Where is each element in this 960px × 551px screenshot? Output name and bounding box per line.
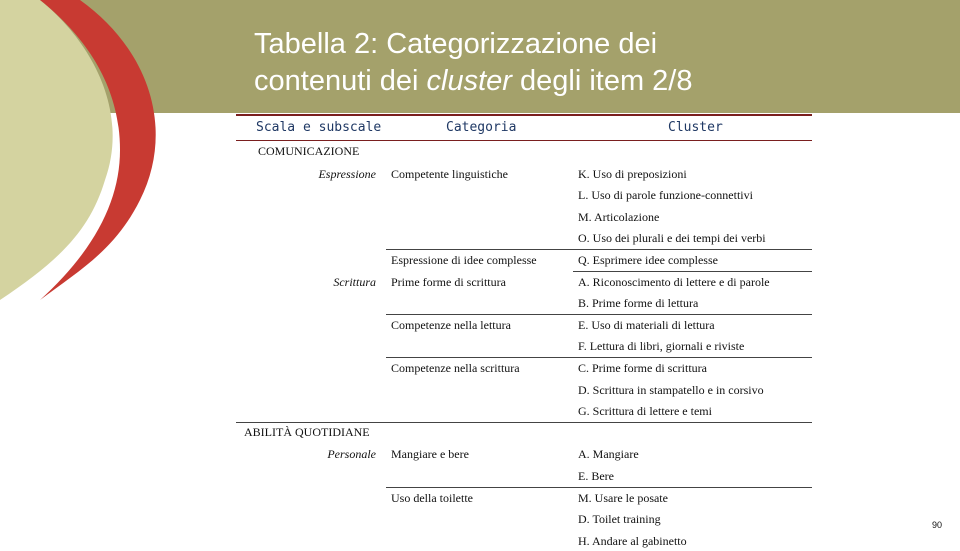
table-row <box>236 465 812 487</box>
header-category: Categoria <box>446 120 517 135</box>
slide-title <box>254 26 944 100</box>
cluster-cell: D. Toilet training <box>578 512 661 527</box>
title-line-2-suffix: degli item 2/8 <box>511 65 693 97</box>
table-row <box>236 487 812 509</box>
cluster-cell: A. Riconoscimento di lettere e di parole <box>578 274 770 289</box>
cluster-cell: B. Prime forme di lettura <box>578 296 699 311</box>
table-row <box>236 227 812 249</box>
row-divider <box>386 487 812 488</box>
cluster-table <box>236 114 812 548</box>
table-row <box>236 314 812 336</box>
section-communication: COMUNICAZIONE <box>258 144 360 158</box>
table-row <box>236 379 812 401</box>
table-row <box>236 184 812 206</box>
table-row <box>236 357 812 379</box>
cluster-cell: A. Mangiare <box>578 447 639 462</box>
table-row <box>236 163 812 185</box>
cluster-cell: C. Prime forme di scrittura <box>578 360 707 375</box>
cluster-cell: K. Uso di preposizioni <box>578 166 687 181</box>
table-header <box>236 114 812 141</box>
table-row <box>236 271 812 293</box>
section-daily-living: ABILITÀ QUOTIDIANE <box>244 424 370 439</box>
title-line-2-italic: cluster <box>426 65 512 97</box>
table-row <box>236 400 812 422</box>
cluster-cell: O. Uso dei plurali e dei tempi dei verbi <box>578 231 766 246</box>
subscale-cell: Espressione <box>318 166 376 181</box>
cluster-cell: E. Uso di materiali di lettura <box>578 317 715 332</box>
row-divider <box>386 249 812 250</box>
category-cell: Uso della toilette <box>391 490 473 505</box>
cluster-cell: M. Articolazione <box>578 209 660 224</box>
title-line-2-prefix: contenuti dei <box>254 65 427 97</box>
cluster-cell: D. Scrittura in stampatello e in corsivo <box>578 382 764 397</box>
table-row <box>236 335 812 357</box>
category-cell: Prime forme di scrittura <box>391 274 506 289</box>
table-row <box>236 292 812 314</box>
row-divider <box>386 314 812 315</box>
table-row <box>236 530 812 551</box>
page-number: 90 <box>931 520 942 530</box>
cluster-cell: M. Usare le posate <box>578 490 668 505</box>
category-cell: Mangiare e bere <box>391 447 469 462</box>
title-line-2 <box>254 63 944 100</box>
cluster-cell: Q. Esprimere idee complesse <box>578 252 718 267</box>
cluster-cell: H. Andare al gabinetto <box>578 533 687 548</box>
section-label <box>236 422 812 444</box>
category-cell: Espressione di idee complesse <box>391 252 537 267</box>
decorative-swoosh <box>0 0 240 540</box>
table-row <box>236 206 812 228</box>
table-row <box>236 249 812 271</box>
section-label <box>236 141 812 163</box>
header-cluster: Cluster <box>668 120 723 135</box>
cluster-cell: G. Scrittura di lettere e temi <box>578 404 712 419</box>
cluster-cell: F. Lettura di libri, giornali e riviste <box>578 339 745 354</box>
row-divider <box>386 357 812 358</box>
category-cell: Competenze nella scrittura <box>391 360 520 375</box>
title-line-1: Tabella 2: Categorizzazione dei <box>254 28 658 60</box>
cluster-cell: E. Bere <box>578 468 614 483</box>
cluster-cell: L. Uso di parole funzione-connettivi <box>578 188 753 203</box>
category-cell: Competenze nella lettura <box>391 317 511 332</box>
section-divider <box>236 422 812 423</box>
subscale-cell: Personale <box>327 447 376 462</box>
table-row <box>236 443 812 465</box>
table-row <box>236 508 812 530</box>
header-subscale: Scala e subscale <box>256 120 382 135</box>
subscale-cell: Scrittura <box>333 274 376 289</box>
category-cell: Competente linguistiche <box>391 166 508 181</box>
row-divider <box>573 271 812 272</box>
